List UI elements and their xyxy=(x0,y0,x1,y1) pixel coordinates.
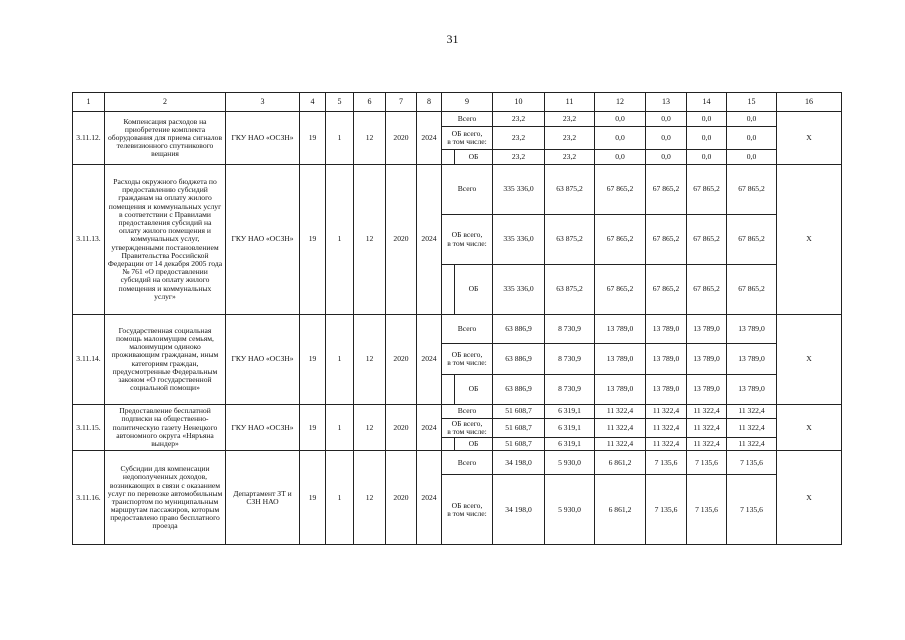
row-end-year: 2024 xyxy=(417,165,442,315)
row-col-6: 12 xyxy=(354,112,386,165)
row-name: Предоставление бесплатной подписки на общественно-политическую газету Ненецкого автономного округа «Няръяна вындер» xyxy=(105,405,226,451)
row-code: 3.11.14. xyxy=(73,315,105,405)
value-cell: 335 336,0 xyxy=(493,165,545,215)
value-cell: 13 789,0 xyxy=(595,344,646,375)
column-header-12: 12 xyxy=(595,93,646,112)
value-cell: 67 865,2 xyxy=(687,265,727,315)
row-col-4: 19 xyxy=(300,405,326,451)
value-cell: 23,2 xyxy=(545,112,595,127)
row-code: 3.11.16. xyxy=(73,451,105,545)
value-cell: 5 930,0 xyxy=(545,475,595,545)
row-end-year: 2024 xyxy=(417,315,442,405)
subrow-label: ОБ всего, в том числе: xyxy=(442,475,493,545)
column-header-8: 8 xyxy=(417,93,442,112)
value-cell: 23,2 xyxy=(545,127,595,150)
table-row xyxy=(73,405,842,419)
subrow-label: Всего xyxy=(442,405,493,419)
row-start-year: 2020 xyxy=(386,112,417,165)
value-cell: 11 322,4 xyxy=(727,419,777,438)
column-header-7: 7 xyxy=(386,93,417,112)
value-cell: 11 322,4 xyxy=(595,405,646,419)
column-header-5: 5 xyxy=(326,93,354,112)
value-cell: 13 789,0 xyxy=(727,375,777,405)
value-cell: 6 861,2 xyxy=(595,475,646,545)
value-cell: 0,0 xyxy=(727,112,777,127)
value-cell: 23,2 xyxy=(493,127,545,150)
value-cell: 0,0 xyxy=(646,127,687,150)
value-cell: 67 865,2 xyxy=(595,265,646,315)
value-cell: 51 608,7 xyxy=(493,405,545,419)
value-cell: 67 865,2 xyxy=(727,165,777,215)
subrow-label: ОБ всего, в том числе: xyxy=(442,419,493,438)
subrow-label: ОБ всего, в том числе: xyxy=(442,344,493,375)
value-cell: 5 930,0 xyxy=(545,451,595,475)
value-cell: 11 322,4 xyxy=(646,405,687,419)
subrow-label: ОБ xyxy=(455,265,493,315)
row-col-6: 12 xyxy=(354,451,386,545)
row-executor: ГКУ НАО «ОСЗН» xyxy=(226,405,300,451)
value-cell: 63 875,2 xyxy=(545,215,595,265)
value-cell: 6 319,1 xyxy=(545,438,595,451)
value-cell: 7 135,6 xyxy=(687,451,727,475)
row-executor: ГКУ НАО «ОСЗН» xyxy=(226,112,300,165)
value-cell: 34 198,0 xyxy=(493,451,545,475)
row-col-6: 12 xyxy=(354,165,386,315)
value-cell: 13 789,0 xyxy=(646,344,687,375)
row-end-year: 2024 xyxy=(417,451,442,545)
subrow-label: Всего xyxy=(442,165,493,215)
row-start-year: 2020 xyxy=(386,451,417,545)
row-code: 3.11.13. xyxy=(73,165,105,315)
subrow-label: ОБ всего, в том числе: xyxy=(442,127,493,150)
row-col-5: 1 xyxy=(326,315,354,405)
subrow-label: ОБ xyxy=(455,150,493,165)
subrow-label: ОБ xyxy=(455,375,493,405)
row-code: 3.11.15. xyxy=(73,405,105,451)
value-cell: 67 865,2 xyxy=(727,215,777,265)
value-cell: 67 865,2 xyxy=(595,165,646,215)
value-cell: 11 322,4 xyxy=(595,419,646,438)
subrow-label: ОБ всего, в том числе: xyxy=(442,215,493,265)
value-cell: 8 730,9 xyxy=(545,315,595,344)
row-col-16: X xyxy=(777,112,842,165)
value-cell: 23,2 xyxy=(545,150,595,165)
value-cell: 0,0 xyxy=(595,150,646,165)
table-row xyxy=(73,315,842,344)
value-cell: 8 730,9 xyxy=(545,375,595,405)
row-start-year: 2020 xyxy=(386,315,417,405)
row-start-year: 2020 xyxy=(386,165,417,315)
value-cell: 0,0 xyxy=(687,127,727,150)
row-col-5: 1 xyxy=(326,451,354,545)
value-cell: 0,0 xyxy=(687,112,727,127)
value-cell: 13 789,0 xyxy=(646,315,687,344)
value-cell: 0,0 xyxy=(646,112,687,127)
indent-cell xyxy=(442,438,455,451)
value-cell: 11 322,4 xyxy=(727,438,777,451)
table-row xyxy=(73,165,842,215)
value-cell: 63 875,2 xyxy=(545,265,595,315)
row-col-5: 1 xyxy=(326,112,354,165)
column-header-9: 9 xyxy=(442,93,493,112)
indent-cell xyxy=(442,265,455,315)
value-cell: 23,2 xyxy=(493,150,545,165)
value-cell: 67 865,2 xyxy=(646,265,687,315)
row-col-5: 1 xyxy=(326,165,354,315)
budget-table xyxy=(72,92,842,545)
value-cell: 13 789,0 xyxy=(687,344,727,375)
value-cell: 7 135,6 xyxy=(646,451,687,475)
value-cell: 11 322,4 xyxy=(646,419,687,438)
value-cell: 51 608,7 xyxy=(493,419,545,438)
column-header-10: 10 xyxy=(493,93,545,112)
value-cell: 13 789,0 xyxy=(727,344,777,375)
value-cell: 13 789,0 xyxy=(595,315,646,344)
value-cell: 0,0 xyxy=(727,127,777,150)
row-col-16: X xyxy=(777,315,842,405)
value-cell: 8 730,9 xyxy=(545,344,595,375)
value-cell: 11 322,4 xyxy=(687,438,727,451)
value-cell: 67 865,2 xyxy=(595,215,646,265)
row-executor: ГКУ НАО «ОСЗН» xyxy=(226,165,300,315)
value-cell: 7 135,6 xyxy=(687,475,727,545)
row-col-16: X xyxy=(777,451,842,545)
value-cell: 63 886,9 xyxy=(493,344,545,375)
value-cell: 11 322,4 xyxy=(595,438,646,451)
subrow-label: Всего xyxy=(442,315,493,344)
value-cell: 11 322,4 xyxy=(687,405,727,419)
row-name: Государственная социальная помощь малоимущим семьям, малоимущим одиноко проживающим гражданам, иным категориям граждан, предусмотренные Федеральным законом «О государственной социальной помощи» xyxy=(105,315,226,405)
row-name: Компенсация расходов на приобретение комплекта оборудования для приема сигналов телевизионного спутникового вещания xyxy=(105,112,226,165)
row-name: Расходы окружного бюджета по предоставлению субсидий гражданам на оплату жилого помещения и коммунальных услуг в соответствии с Правилами предоставления субсидий на оплату жилого помещения и коммунальных услуг, утвержденными постановлением Правительства Российской Федерации от 14 декабря 2005 года № 761 «О предоставлении субсидий на оплату жилого помещения и коммунальных услуг» xyxy=(105,165,226,315)
value-cell: 13 789,0 xyxy=(646,375,687,405)
column-header-16: 16 xyxy=(777,93,842,112)
value-cell: 0,0 xyxy=(646,150,687,165)
value-cell: 6 861,2 xyxy=(595,451,646,475)
value-cell: 13 789,0 xyxy=(687,375,727,405)
value-cell: 23,2 xyxy=(493,112,545,127)
column-header-3: 3 xyxy=(226,93,300,112)
value-cell: 7 135,6 xyxy=(727,451,777,475)
row-col-16: X xyxy=(777,405,842,451)
value-cell: 67 865,2 xyxy=(687,215,727,265)
value-cell: 0,0 xyxy=(727,150,777,165)
row-end-year: 2024 xyxy=(417,112,442,165)
header-row xyxy=(73,93,842,112)
column-header-6: 6 xyxy=(354,93,386,112)
row-col-4: 19 xyxy=(300,165,326,315)
row-col-4: 19 xyxy=(300,451,326,545)
value-cell: 13 789,0 xyxy=(687,315,727,344)
row-name: Субсидии для компенсации недополученных доходов, возникающих в связи с оказанием услуг по перевозке автомобильным транспортом по муниципальным маршрутам пассажиров, которым предоставлено право бесплатного проезда xyxy=(105,451,226,545)
table-row xyxy=(73,451,842,475)
value-cell: 11 322,4 xyxy=(646,438,687,451)
row-col-6: 12 xyxy=(354,315,386,405)
value-cell: 0,0 xyxy=(687,150,727,165)
value-cell: 7 135,6 xyxy=(727,475,777,545)
row-start-year: 2020 xyxy=(386,405,417,451)
value-cell: 0,0 xyxy=(595,112,646,127)
column-header-4: 4 xyxy=(300,93,326,112)
row-col-5: 1 xyxy=(326,405,354,451)
row-end-year: 2024 xyxy=(417,405,442,451)
value-cell: 6 319,1 xyxy=(545,405,595,419)
row-code: 3.11.12. xyxy=(73,112,105,165)
row-col-16: X xyxy=(777,165,842,315)
value-cell: 67 865,2 xyxy=(687,165,727,215)
indent-cell xyxy=(442,150,455,165)
value-cell: 6 319,1 xyxy=(545,419,595,438)
value-cell: 11 322,4 xyxy=(687,419,727,438)
subrow-label: ОБ xyxy=(455,438,493,451)
row-col-4: 19 xyxy=(300,112,326,165)
value-cell: 51 608,7 xyxy=(493,438,545,451)
value-cell: 63 875,2 xyxy=(545,165,595,215)
value-cell: 67 865,2 xyxy=(727,265,777,315)
value-cell: 0,0 xyxy=(595,127,646,150)
value-cell: 67 865,2 xyxy=(646,165,687,215)
value-cell: 335 336,0 xyxy=(493,215,545,265)
indent-cell xyxy=(442,375,455,405)
row-col-6: 12 xyxy=(354,405,386,451)
value-cell: 7 135,6 xyxy=(646,475,687,545)
value-cell: 67 865,2 xyxy=(646,215,687,265)
value-cell: 335 336,0 xyxy=(493,265,545,315)
subrow-label: Всего xyxy=(442,112,493,127)
row-col-4: 19 xyxy=(300,315,326,405)
row-executor: Департамент ЗТ и СЗН НАО xyxy=(226,451,300,545)
subrow-label: Всего xyxy=(442,451,493,475)
value-cell: 63 886,9 xyxy=(493,315,545,344)
value-cell: 34 198,0 xyxy=(493,475,545,545)
column-header-15: 15 xyxy=(727,93,777,112)
table-row xyxy=(73,112,842,127)
column-header-2: 2 xyxy=(105,93,226,112)
value-cell: 63 886,9 xyxy=(493,375,545,405)
value-cell: 11 322,4 xyxy=(727,405,777,419)
value-cell: 13 789,0 xyxy=(595,375,646,405)
row-executor: ГКУ НАО «ОСЗН» xyxy=(226,315,300,405)
column-header-14: 14 xyxy=(687,93,727,112)
value-cell: 13 789,0 xyxy=(727,315,777,344)
column-header-1: 1 xyxy=(73,93,105,112)
column-header-11: 11 xyxy=(545,93,595,112)
table-body xyxy=(73,112,842,545)
column-header-13: 13 xyxy=(646,93,687,112)
page-number: 31 xyxy=(446,32,459,46)
